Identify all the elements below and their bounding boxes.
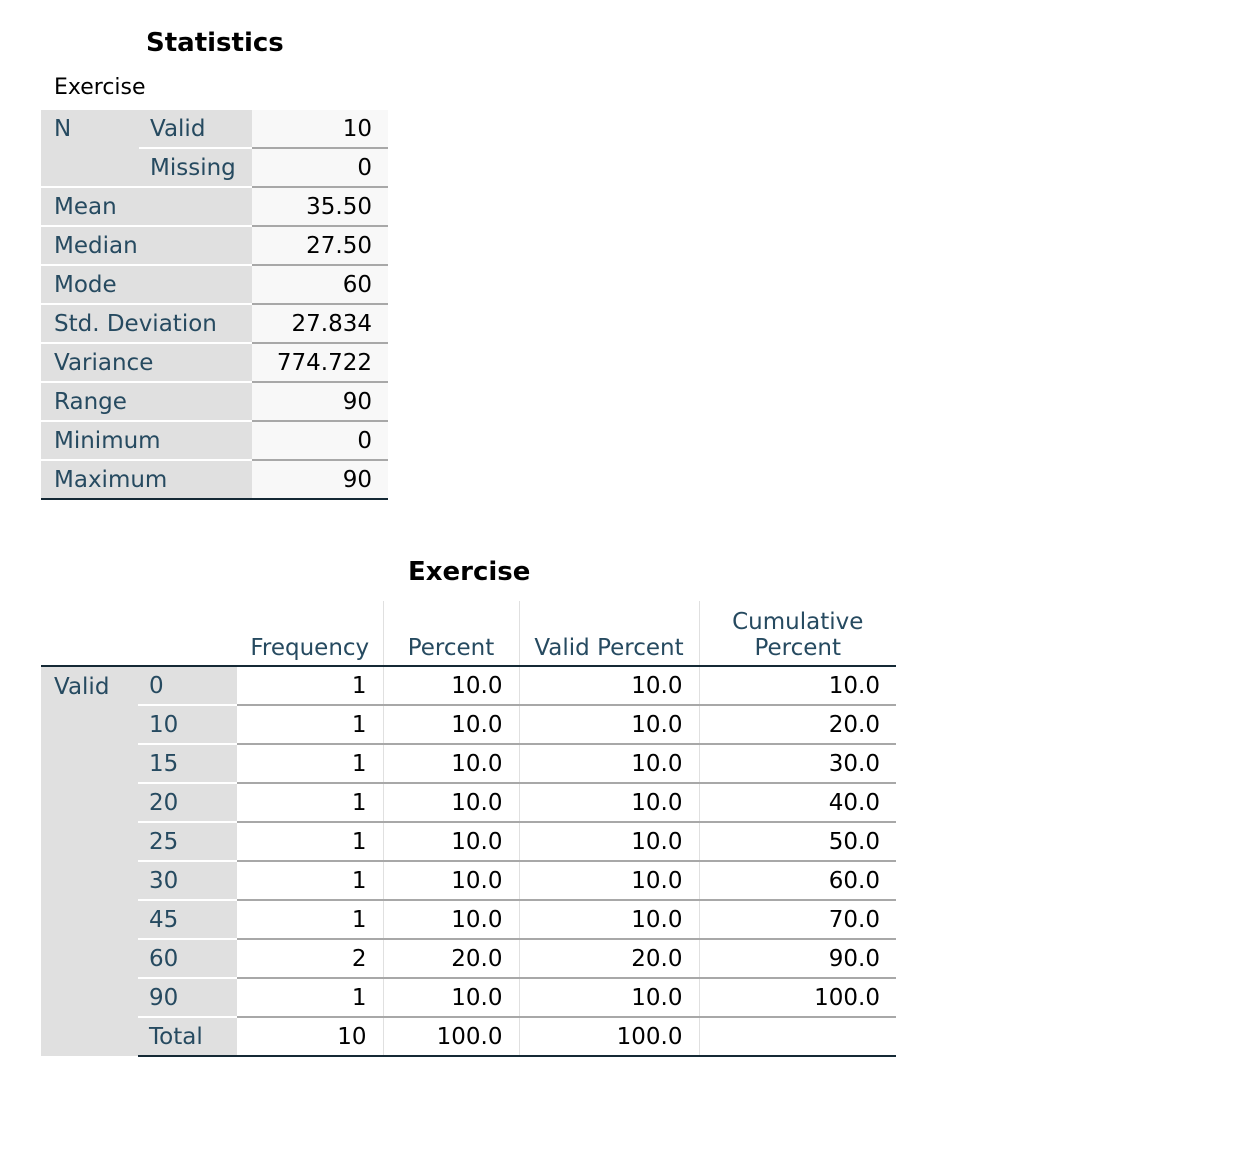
cell-frequency: 1 bbox=[237, 978, 383, 1017]
cell-frequency: 1 bbox=[237, 783, 383, 822]
row-value: 30 bbox=[138, 861, 237, 900]
header-row bbox=[41, 601, 896, 666]
cell-cumulative-percent: 40.0 bbox=[699, 783, 896, 822]
table-row bbox=[41, 110, 388, 148]
value-median: 27.50 bbox=[252, 226, 388, 265]
table-row bbox=[41, 265, 388, 304]
row-label-mean: Mean bbox=[41, 187, 252, 226]
table-row bbox=[41, 900, 896, 939]
frequency-table bbox=[41, 601, 896, 1057]
cell-frequency: 1 bbox=[237, 666, 383, 705]
header-cumulative-percent bbox=[699, 601, 896, 666]
cell-frequency: 10 bbox=[237, 1017, 383, 1056]
cell-percent: 10.0 bbox=[383, 783, 519, 822]
value-variance: 774.722 bbox=[252, 343, 388, 382]
value-std-deviation: 27.834 bbox=[252, 304, 388, 343]
cell-valid-percent: 100.0 bbox=[519, 1017, 699, 1056]
row-value: 15 bbox=[138, 744, 237, 783]
value-minimum: 0 bbox=[252, 421, 388, 460]
row-sublabel-valid: Valid bbox=[139, 110, 252, 148]
group-label-valid: Valid bbox=[41, 666, 138, 1056]
statistics-variable-label: Exercise bbox=[54, 75, 146, 100]
row-label-variance: Variance bbox=[41, 343, 252, 382]
table-row bbox=[41, 460, 388, 499]
row-label-minimum: Minimum bbox=[41, 421, 252, 460]
cell-cumulative-percent: 50.0 bbox=[699, 822, 896, 861]
table-row-total bbox=[41, 1017, 896, 1056]
cell-percent: 10.0 bbox=[383, 705, 519, 744]
header-cumulative-percent-text: Cumulative Percent bbox=[732, 609, 864, 661]
row-label-std-deviation: Std. Deviation bbox=[41, 304, 252, 343]
row-value: 25 bbox=[138, 822, 237, 861]
table-row bbox=[41, 382, 388, 421]
row-value-total: Total bbox=[138, 1017, 237, 1056]
cell-valid-percent: 10.0 bbox=[519, 783, 699, 822]
table-row bbox=[41, 343, 388, 382]
value-mode: 60 bbox=[252, 265, 388, 304]
cell-cumulative-percent: 70.0 bbox=[699, 900, 896, 939]
table-row bbox=[41, 666, 896, 705]
cell-cumulative-percent: 100.0 bbox=[699, 978, 896, 1017]
row-value: 60 bbox=[138, 939, 237, 978]
value-mean: 35.50 bbox=[252, 187, 388, 226]
cell-cumulative-percent: 10.0 bbox=[699, 666, 896, 705]
table-row bbox=[41, 861, 896, 900]
cell-valid-percent: 10.0 bbox=[519, 705, 699, 744]
cell-cumulative-percent: 20.0 bbox=[699, 705, 896, 744]
cell-frequency: 1 bbox=[237, 705, 383, 744]
cell-percent: 20.0 bbox=[383, 939, 519, 978]
cell-percent: 10.0 bbox=[383, 822, 519, 861]
cell-valid-percent: 10.0 bbox=[519, 666, 699, 705]
row-sublabel-missing: Missing bbox=[139, 148, 252, 187]
value-maximum: 90 bbox=[252, 460, 388, 499]
cell-frequency: 2 bbox=[237, 939, 383, 978]
header-percent: Percent bbox=[383, 601, 519, 666]
statistics-table bbox=[41, 110, 388, 500]
row-value: 10 bbox=[138, 705, 237, 744]
cell-frequency: 1 bbox=[237, 861, 383, 900]
cell-percent: 10.0 bbox=[383, 900, 519, 939]
value-n-valid: 10 bbox=[252, 110, 388, 148]
cell-valid-percent: 10.0 bbox=[519, 861, 699, 900]
cell-valid-percent: 10.0 bbox=[519, 744, 699, 783]
header-blank bbox=[41, 601, 237, 666]
cell-valid-percent: 10.0 bbox=[519, 978, 699, 1017]
cell-cumulative-percent: 90.0 bbox=[699, 939, 896, 978]
cell-frequency: 1 bbox=[237, 744, 383, 783]
table-row bbox=[41, 304, 388, 343]
value-range: 90 bbox=[252, 382, 388, 421]
row-value: 20 bbox=[138, 783, 237, 822]
cell-percent: 10.0 bbox=[383, 861, 519, 900]
cell-percent: 100.0 bbox=[383, 1017, 519, 1056]
row-value: 45 bbox=[138, 900, 237, 939]
row-label-range: Range bbox=[41, 382, 252, 421]
cell-percent: 10.0 bbox=[383, 744, 519, 783]
row-label-maximum: Maximum bbox=[41, 460, 252, 499]
row-value: 0 bbox=[138, 666, 237, 705]
cell-frequency: 1 bbox=[237, 900, 383, 939]
table-row bbox=[41, 783, 896, 822]
cell-cumulative-percent: 60.0 bbox=[699, 861, 896, 900]
row-label-median: Median bbox=[41, 226, 252, 265]
cell-valid-percent: 10.0 bbox=[519, 822, 699, 861]
table-row bbox=[41, 226, 388, 265]
cell-valid-percent: 10.0 bbox=[519, 900, 699, 939]
cell-frequency: 1 bbox=[237, 822, 383, 861]
cell-percent: 10.0 bbox=[383, 978, 519, 1017]
table-row bbox=[41, 939, 896, 978]
row-label-blank bbox=[41, 148, 139, 187]
table-row bbox=[41, 822, 896, 861]
value-n-missing: 0 bbox=[252, 148, 388, 187]
table-row bbox=[41, 744, 896, 783]
table-row bbox=[41, 978, 896, 1017]
row-value: 90 bbox=[138, 978, 237, 1017]
cell-cumulative-percent: 30.0 bbox=[699, 744, 896, 783]
table-row bbox=[41, 421, 388, 460]
row-label-n: N bbox=[41, 110, 139, 148]
cell-cumulative-percent bbox=[699, 1017, 896, 1056]
cell-valid-percent: 20.0 bbox=[519, 939, 699, 978]
header-frequency: Frequency bbox=[237, 601, 383, 666]
row-label-mode: Mode bbox=[41, 265, 252, 304]
table-row bbox=[41, 187, 388, 226]
statistics-title: Statistics bbox=[146, 28, 284, 58]
frequency-title: Exercise bbox=[408, 557, 531, 587]
header-valid-percent: Valid Percent bbox=[519, 601, 699, 666]
table-row bbox=[41, 148, 388, 187]
cell-percent: 10.0 bbox=[383, 666, 519, 705]
table-row bbox=[41, 705, 896, 744]
